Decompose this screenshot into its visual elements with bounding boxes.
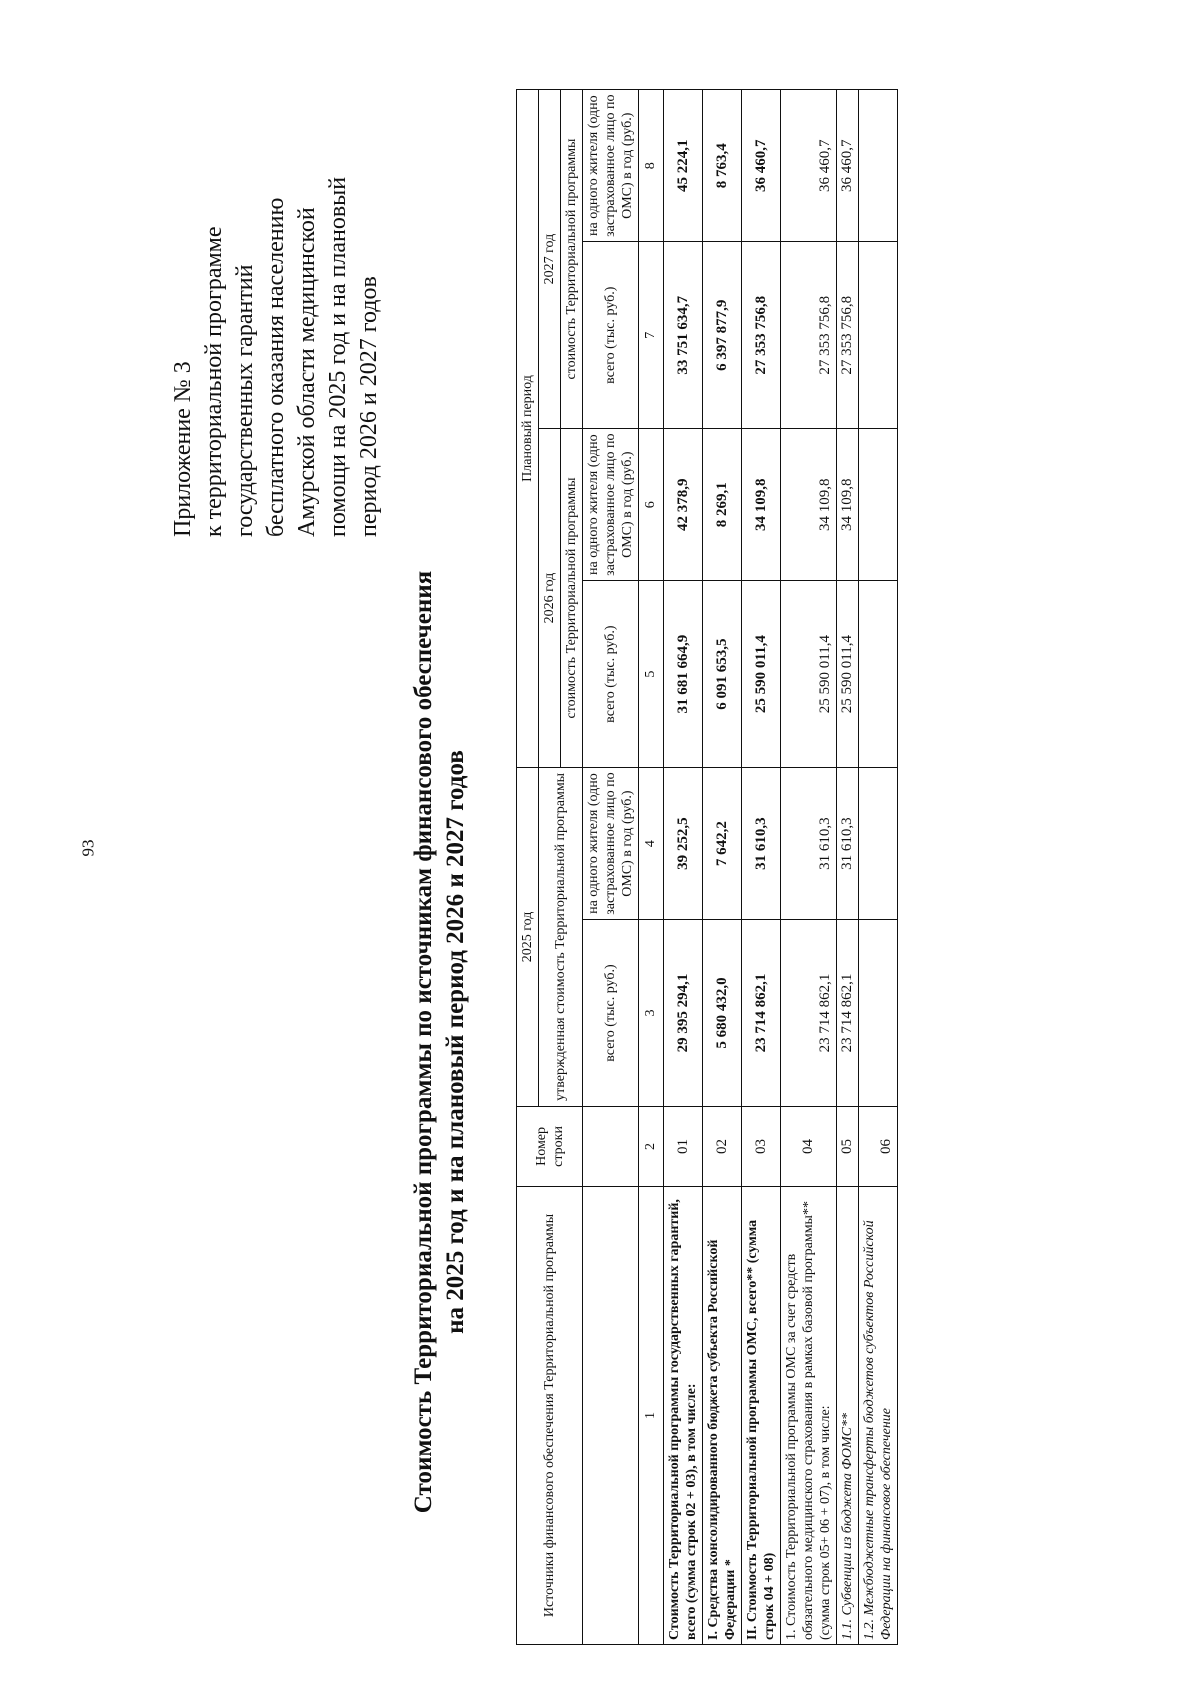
header-per-resident-2025: на одного жителя (одно застрахованное лицо по ОМС) в год (руб.) [583, 767, 639, 919]
cell-total-2026: 31 681 664,9 [664, 581, 703, 768]
row-number: 04 [781, 1106, 837, 1186]
table-row [781, 90, 837, 1645]
table-row [859, 90, 898, 1645]
cell-total-2026: 25 590 011,4 [837, 581, 859, 768]
cell-total-2026: 25 590 011,4 [781, 581, 837, 768]
cell-per-resident-2026: 8 269,1 [703, 429, 742, 581]
table-row [742, 90, 781, 1645]
cell-per-resident-2025: 7 642,2 [703, 767, 742, 919]
cell-per-resident-2027: 36 460,7 [742, 90, 781, 242]
column-index: 7 [639, 242, 664, 429]
row-number: 05 [837, 1106, 859, 1186]
page-number: 93 [78, 839, 98, 857]
cell-per-resident-2027 [859, 90, 898, 242]
appendix-line: период 2026 и 2027 годов [356, 276, 382, 537]
header-year-2026: 2026 год [539, 429, 561, 768]
cell-per-resident-2027: 45 224,1 [664, 90, 703, 242]
appendix-note [168, 37, 385, 537]
header-per-resident-2026: на одного жителя (одно застрахованное лицо по ОМС) в год (руб.) [583, 429, 639, 581]
row-source: 1.2. Межбюджетные трансферты бюджетов субъектов Российской Федерации на финансовое обеспечение [859, 1187, 898, 1645]
header-planned-period: Плановый период [517, 90, 539, 768]
column-index: 1 [639, 1187, 664, 1645]
cell-total-2025: 23 714 862,1 [781, 920, 837, 1107]
row-source: 1. Стоимость Территориальной программы ОМС за счет средств обязательного медицинского страхования в рамках базовой программы** (сумма строк 05+ 06 + 07), в том числе: [781, 1187, 837, 1645]
appendix-line: государственных гарантий [232, 264, 258, 537]
cell-per-resident-2025: 31 610,3 [837, 767, 859, 919]
cell-total-2025: 23 714 862,1 [742, 920, 781, 1107]
cell-total-2025: 5 680 432,0 [703, 920, 742, 1107]
table-row [837, 90, 859, 1645]
cell-per-resident-2027: 8 763,4 [703, 90, 742, 242]
appendix-line: Амурской области медицинской [294, 207, 320, 537]
row-number: 06 [859, 1106, 898, 1186]
cell-total-2025 [859, 920, 898, 1107]
header-source-spacer [583, 1187, 639, 1645]
appendix-line: бесплатного оказания населению [263, 197, 289, 537]
cell-total-2025: 23 714 862,1 [837, 920, 859, 1107]
title-line-1: Стоимость Территориальной программы по источникам финансового обеспечения [410, 570, 437, 1514]
appendix-line: Приложение № 3 [170, 361, 196, 537]
header-row-number: Номер строки [517, 1106, 583, 1186]
cell-per-resident-2025 [859, 767, 898, 919]
header-year-2027: 2027 год [539, 90, 561, 429]
cell-total-2027 [859, 242, 898, 429]
row-source: II. Стоимость Территориальной программы ОМС, всего** (сумма строк 04 + 08) [742, 1187, 781, 1645]
cell-per-resident-2027: 36 460,7 [781, 90, 837, 242]
row-number: 02 [703, 1106, 742, 1186]
column-index: 6 [639, 429, 664, 581]
row-source: 1.1. Субвенции из бюджета ФОМС** [837, 1187, 859, 1645]
column-index: 4 [639, 767, 664, 919]
cell-per-resident-2026: 42 378,9 [664, 429, 703, 581]
cell-per-resident-2026 [859, 429, 898, 581]
document-title [408, 437, 472, 1647]
header-total-2025: всего (тыс. руб.) [583, 920, 639, 1107]
row-number: 03 [742, 1106, 781, 1186]
cell-total-2027: 33 751 634,7 [664, 242, 703, 429]
appendix-line: помощи на 2025 год и на плановый [325, 176, 351, 537]
header-source: Источники финансового обеспечения Территориальной программы [517, 1187, 583, 1645]
cell-total-2025: 29 395 294,1 [664, 920, 703, 1107]
cell-per-resident-2025: 39 252,5 [664, 767, 703, 919]
appendix-line: к территориальной программе [201, 226, 227, 537]
cell-total-2026: 25 590 011,4 [742, 581, 781, 768]
column-index: 3 [639, 920, 664, 1107]
cell-per-resident-2027: 36 460,7 [837, 90, 859, 242]
header-program-cost-2027: стоимость Территориальной программы [561, 90, 583, 429]
cell-per-resident-2026: 34 109,8 [781, 429, 837, 581]
header-total-2027: всего (тыс. руб.) [583, 242, 639, 429]
header-number-spacer [583, 1106, 639, 1186]
cell-total-2026: 6 091 653,5 [703, 581, 742, 768]
header-total-2026: всего (тыс. руб.) [583, 581, 639, 768]
row-number: 01 [664, 1106, 703, 1186]
header-year-2025: 2025 год [517, 767, 539, 1106]
header-approved-cost: утвержденная стоимость Территориальной программы [539, 767, 583, 1106]
column-index: 2 [639, 1106, 664, 1186]
cell-per-resident-2026: 34 109,8 [837, 429, 859, 581]
cell-total-2027: 6 397 877,9 [703, 242, 742, 429]
header-per-resident-2027: на одного жителя (одно застрахованное лицо по ОМС) в год (руб.) [583, 90, 639, 242]
cell-per-resident-2025: 31 610,3 [742, 767, 781, 919]
cell-total-2026 [859, 581, 898, 768]
cell-total-2027: 27 353 756,8 [781, 242, 837, 429]
cell-total-2027: 27 353 756,8 [742, 242, 781, 429]
header-program-cost-2026: стоимость Территориальной программы [561, 429, 583, 768]
financing-table [516, 89, 898, 1645]
cell-per-resident-2026: 34 109,8 [742, 429, 781, 581]
table-row [664, 90, 703, 1645]
row-source: Стоимость Территориальной программы государственных гарантий, всего (сумма строк 02 + 03), в том числе: [664, 1187, 703, 1645]
table-row [703, 90, 742, 1645]
row-source: I. Средства консолидированного бюджета субъекта Российской Федерации * [703, 1187, 742, 1645]
column-index: 8 [639, 90, 664, 242]
cell-total-2027: 27 353 756,8 [837, 242, 859, 429]
column-index-row [639, 90, 664, 1645]
title-line-2: на 2025 год и на плановый период 2026 и 2027 годов [442, 750, 469, 1334]
cell-per-resident-2025: 31 610,3 [781, 767, 837, 919]
column-index: 5 [639, 581, 664, 768]
